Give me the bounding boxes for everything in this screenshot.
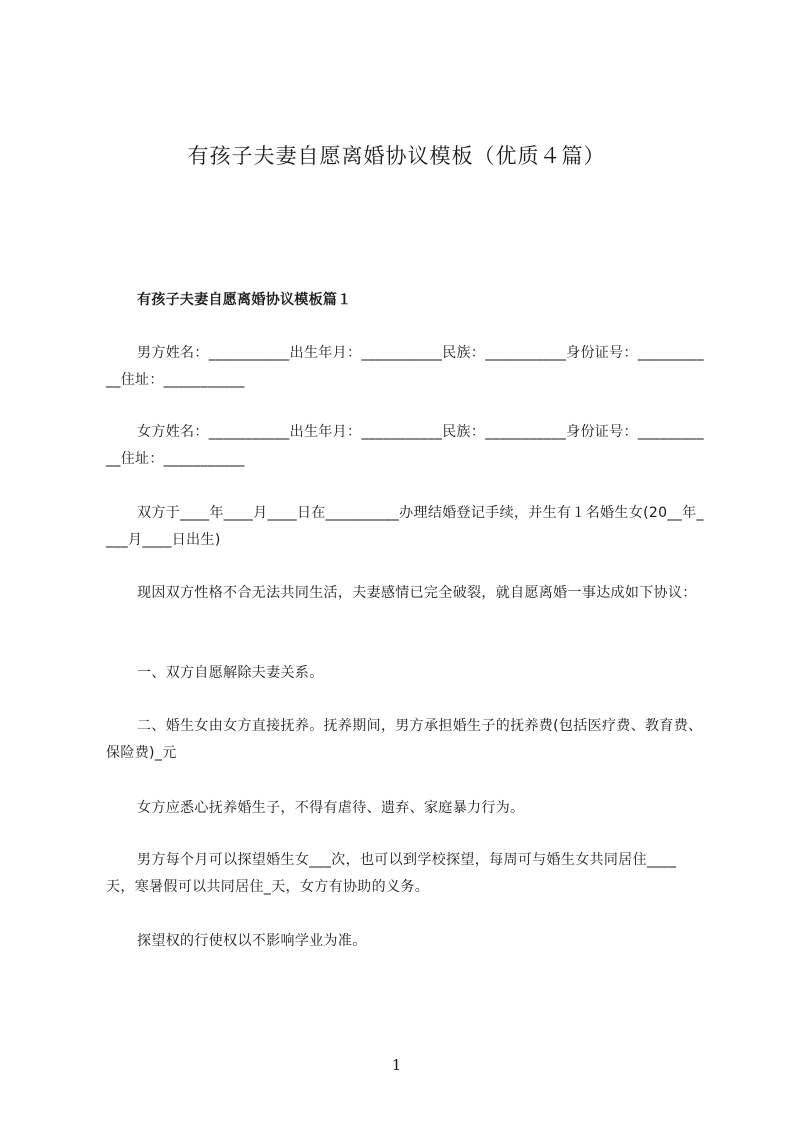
page-number: 1 [391,1056,402,1074]
paragraph-clause-2: 二、婚生女由女方直接抚养。抚养期间，男方承担婚生子的抚养费(包括医疗费、教育费、保险费)_元 [106,718,703,761]
paragraph-wife-info: 女方姓名：___________出生年月：___________民族：___________身份证号：___________住址：___________ [106,424,704,467]
paragraph-visitation-limit: 探望权的行使权以不影响学业为准。 [137,933,367,949]
paragraph-marriage-registration: 双方于____年____月____日在__________办理结婚登记手续，并生有１名婚生女(20__年____月____日出生) [106,505,704,548]
section-heading: 有孩子夫妻自愿离婚协议模板篇１ [137,292,352,308]
document-title: 有孩子夫妻自愿离婚协议模板（优质４篇） [187,144,606,168]
paragraph-visitation: 男方每个月可以探望婚生女___次，也可以到学校探望，每周可与婚生女共同居住____天，寒暑假可以共同居住_天，女方有协助的义务。 [106,852,677,895]
paragraph-clause-1: 一、双方自愿解除夫妻关系。 [137,665,324,681]
paragraph-care-duty: 女方应悉心抚养婚生子，不得有虐待、遗弃、家庭暴力行为。 [137,800,525,816]
paragraph-husband-info: 男方姓名：___________出生年月：___________民族：___________身份证号：___________住址：___________ [106,345,704,388]
paragraph-reason: 现因双方性格不合无法共同生活，夫妻感情已完全破裂，就自愿离婚一事达成如下协议： [137,585,697,601]
